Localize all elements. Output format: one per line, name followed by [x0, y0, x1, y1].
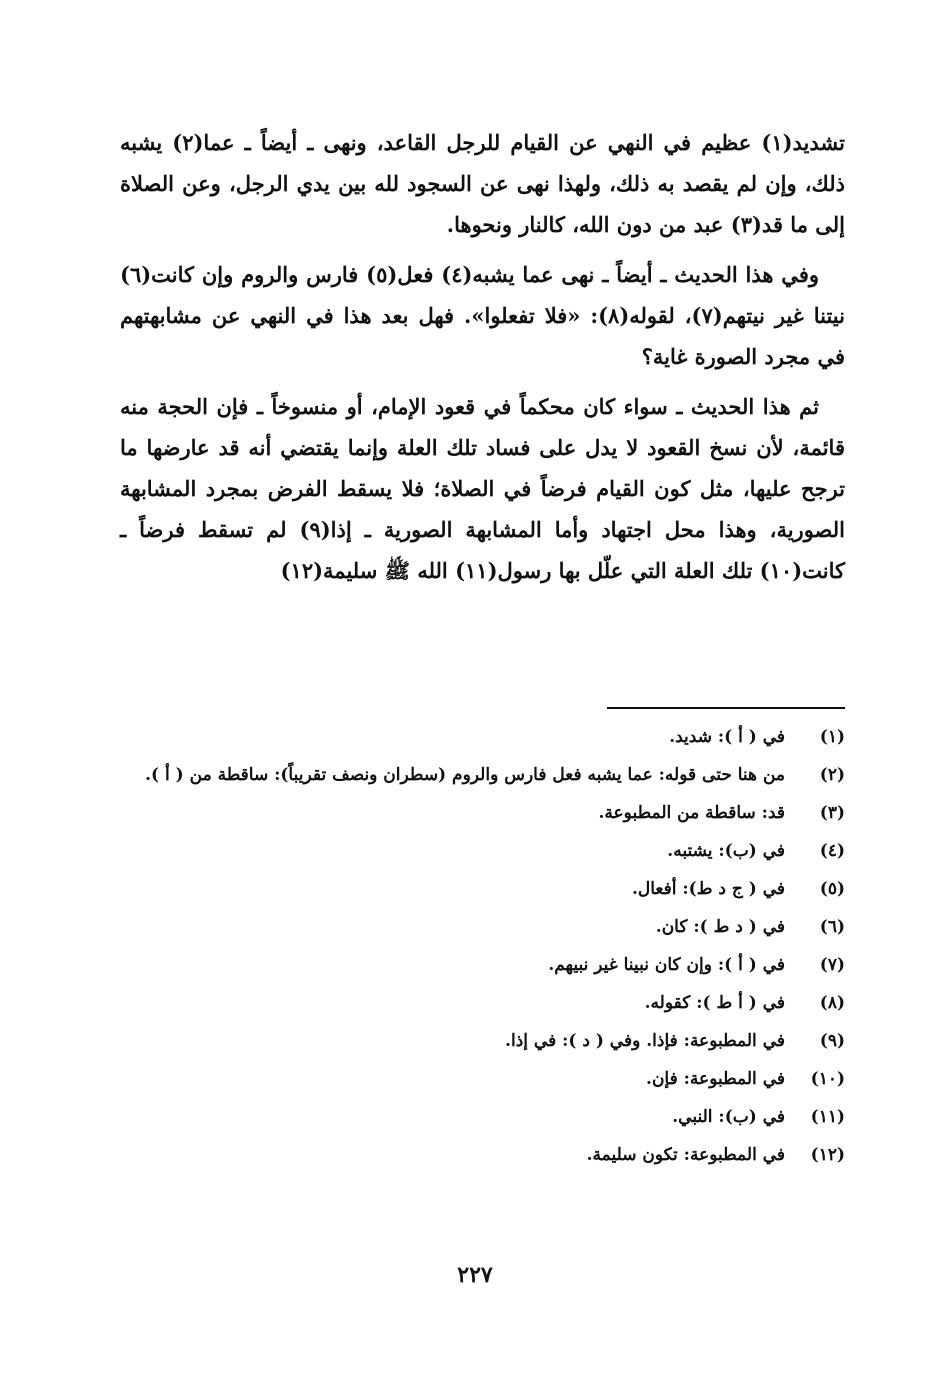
footnote-number: (١) — [819, 727, 845, 747]
footnote-text: في المطبوعة: تكون سليمة. — [586, 1145, 785, 1165]
footnote-text: في المطبوعة: فإذا. وفي ( د ): في إذا. — [505, 1031, 785, 1051]
footnote-text: من هنا حتى قوله: عما يشبه فعل فارس والروم (سطران ونصف تقريباً): ساقطة من ( أ ). — [145, 765, 785, 785]
paragraph-2-text: وفي هذا الحديث ـ أيضاً ـ نهى عما يشبه(٤) فعل(٥) فارس والروم وإن كانت(٦) نيتنا غير نيتهم(٧)، لقوله(٨): «فلا تفعلوا». فهل بعد هذا في النهي عن مشابهتهم في مجرد الصورة غاية؟ — [120, 262, 845, 369]
footnote-text: قد: ساقطة من المطبوعة. — [598, 803, 785, 823]
main-text — [120, 122, 845, 600]
footnote-5 — [120, 870, 845, 908]
paragraph-3-text: ثم هذا الحديث ـ سواء كان محكماً في قعود الإمام، أو منسوخاً ـ فإن الحجة منه قائمة، لأن نسخ القعود لا يدل على فساد تلك العلة وإنما يقتضي أنه قد عارضها ما ترجح عليها، مثل كون القيام فرضاً في الصلاة؛ فلا يسقط الفرض بمجرد المشابهة الصورية، وهذا محل اجتهاد وأما المشابهة الصورية ـ إذا(٩) لم تسقط فرضاً ـ كانت(١٠) تلك العلة التي علّل بها رسول(١١) الله ﷺ سليمة(١٢) — [120, 394, 845, 583]
footnote-text: في ( د ط ): كان. — [655, 917, 785, 937]
footnote-number: (٨) — [819, 993, 845, 1013]
footnote-text: في ( ج د ط): أفعال. — [631, 879, 785, 899]
footnote-10 — [120, 1060, 845, 1098]
paragraph-3 — [120, 386, 845, 591]
footnote-6 — [120, 908, 845, 946]
footnote-number: (٧) — [819, 955, 845, 975]
footnote-number: (١١) — [810, 1107, 845, 1127]
footnote-9 — [120, 1022, 845, 1060]
footnote-number: (٥) — [819, 879, 845, 899]
footnote-11 — [120, 1098, 845, 1136]
paragraph-2 — [120, 254, 845, 377]
footnote-number: (٣) — [819, 803, 845, 823]
footnote-1 — [120, 718, 845, 756]
footnote-number: (٢) — [819, 765, 845, 785]
footnote-text: في (ب): النبي. — [672, 1107, 785, 1127]
paragraph-1-text: تشديد(١) عظيم في النهي عن القيام للرجل القاعد، ونهى ـ أيضاً ـ عما(٢) يشبه ذلك، وإن لم يقصد به ذلك، ولهذا نهى عن السجود لله بين يدي الرجل، وعن الصلاة إلى ما قد(٣) عبد من دون الله، كالنار ونحوها. — [120, 130, 845, 237]
footnote-number: (١٠) — [810, 1069, 845, 1089]
footnote-text: في (ب): يشتبه. — [667, 841, 785, 861]
footnote-3 — [120, 794, 845, 832]
footnote-8 — [120, 984, 845, 1022]
footnote-number: (٤) — [819, 841, 845, 861]
footnote-12 — [120, 1136, 845, 1174]
footnote-text: في ( أ ): وإن كان نبينا غير نبيهم. — [548, 955, 785, 975]
footnote-7 — [120, 946, 845, 984]
footnote-text: في المطبوعة: فإن. — [646, 1069, 785, 1089]
footnote-text: في ( أ ط ): كقوله. — [644, 993, 785, 1013]
paragraph-1 — [120, 122, 845, 245]
footnote-number: (٩) — [819, 1031, 845, 1051]
page-number: ٢٢٧ — [457, 1262, 493, 1288]
footnotes-list — [120, 718, 845, 1174]
footnote-number: (٦) — [819, 917, 845, 937]
footnote-4 — [120, 832, 845, 870]
footnote-divider — [607, 707, 845, 709]
footnote-2 — [120, 756, 845, 794]
footnote-number: (١٢) — [810, 1145, 845, 1165]
footnote-text: في ( أ ): شديد. — [669, 727, 785, 747]
